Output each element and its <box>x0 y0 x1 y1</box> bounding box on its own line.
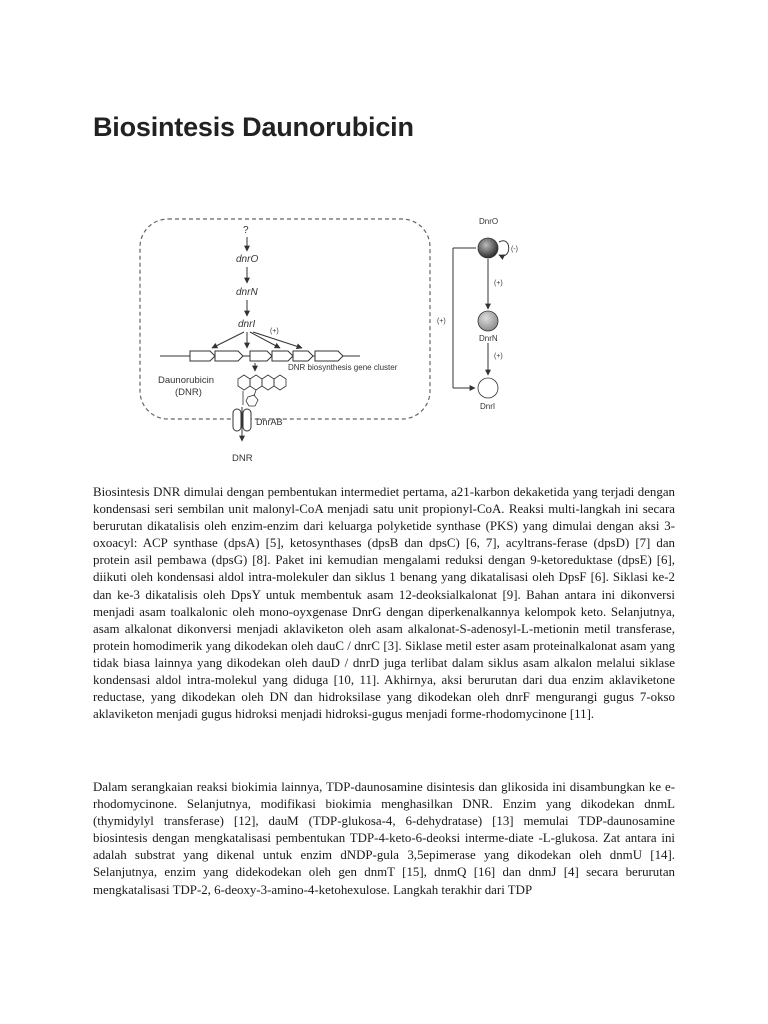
reg-minus-label: (-) <box>511 246 518 253</box>
product-label-abbrev: (DNR) <box>175 387 202 398</box>
reg-dnrI-label: DnrI <box>480 402 496 411</box>
reg-dnrO-label: DnrO <box>479 217 499 226</box>
unknown-signal-label: ? <box>243 225 249 236</box>
gene-dnrN-label: dnrN <box>236 287 258 298</box>
gene-block <box>250 351 272 361</box>
gene-dnrO-label: dnrO <box>236 254 259 265</box>
gene-cluster-label: DNR biosynthesis gene cluster <box>288 363 398 372</box>
product-label: Daunorubicin <box>158 375 214 386</box>
reg-plus-side: (+) <box>437 318 446 325</box>
exported-dnr-label: DNR <box>232 453 253 464</box>
reg-plus-2: (+) <box>494 353 503 360</box>
transporter-label: DnrAB <box>256 417 283 427</box>
gene-block <box>272 351 293 361</box>
fan-arrow-1 <box>212 332 244 348</box>
body-paragraph-1: Biosintesis DNR dimulai dengan pembentukan intermediet pertama, a21-karbon dekaketida yang terjadi dengan kondensasi seri sembilan unit malonyl-CoA menjadi satu unit propionyl-CoA. Reaksi multi-langkah ini secara berurutan dikatalisis oleh enzim-enzim dari keluarga polyketide synthase (PKS) yang dimulai dengan aksi 3-oxoacyl: ACP synthase (dpsA) [5], ketosynthases (dpsB dan dpsC) [6, 7], acyltrans-ferase (dpsD) [7] dan protein asil pembawa (dpsG) [8]. Paket ini kemudian mengalami reduksi dengan 9-ketoreduktase (dpsE) [6], diikuti oleh kondensasi aldol intra-molekuler dan siklus 1 benang yang dikatalisasi oleh DpsF [6]. Siklasi ke-2 dan ke-3 dikatalisis oleh DpsY untuk membentuk asam 12-deoksialkalonat [9]. Bahan antara ini dikonversi menjadi asam toalkalonic oleh mono-oyxgenase DnrG dengan diperkenalkannya kelompok keto. Selanjutnya, asam alkalonat dikonversi menjadi aklaviketon oleh asam alkalonat-S-adenosyl-L-metionin metil transferase, protein homodimerik yang dikodekan oleh dauC / dnrC [3]. Siklase metil ester asam proteinalkalonat asam yang tidak biasa lainnya yang dikodekan oleh dauD / dnrD juga terlibat dalam siklus asam alkalon melalui siklase kondensasi aldol intra-molekul yang diduga [10, 11]. Akhirnya, aksi berurutan dari dua enzim aklaviketone reductase, yang dikodekan oleh DN dan hidroksilase yang dikodekan oleh dnrF mengurangi gugus 7-okso aklaviketon menjadi gugus hidroksi menjadi hidroksi-gugus menjadi forme-rhodomycinone [11]. <box>93 485 675 722</box>
dnrI-protein-icon <box>478 378 498 398</box>
gene-block <box>293 351 313 361</box>
daunorubicin-structure <box>238 375 286 406</box>
body-paragraph-2: Dalam serangkaian reaksi biokimia lainnya, TDP-daunosamine disintesis dan glikosida ini disambungkan ke e-rhodomycinone. Selanjutnya, modifikasi biokimia menghasilkan DNR. Enzim yang dikodekan dnmL (thymidylyl transferase) [12], dauM (TDP-glukosa-4, 6-dehydratase) [13] memulai TDP-daunosamine biosintesis dengan mengkatalisasi pembentukan TDP-4-keto-6-deoksi interme-diate -L-glukosa. Zat antara ini adalah substrat yang dikenal untuk enzim dNDP-gula 3,5epimerase yang dikodekan oleh dnmU [14]. Selanjutnya, enzim yang didekodekan oleh gen dnmT [15], dnmQ [16] dan dnmJ [4] secara berurutan mengkatalisasi TDP-2, 6-deoxy-3-amino-4-ketohexulose. Langkah terakhir dari TDP <box>93 780 675 897</box>
autorepression-arrow <box>499 241 509 256</box>
dnr-regulation-diagram <box>130 215 550 465</box>
transporter-left <box>233 409 241 431</box>
gene-block <box>315 351 343 361</box>
reg-dnrN-label: DnrN <box>479 334 498 343</box>
page-title: Biosintesis Daunorubicin <box>93 112 414 142</box>
gene-dnrI-label: dnrI <box>238 319 256 330</box>
transporter-right <box>243 409 251 431</box>
dnrN-protein-icon <box>478 311 498 331</box>
dnrO-protein-icon <box>478 238 498 258</box>
gene-block <box>190 351 215 361</box>
activation-mark: (+) <box>270 328 279 335</box>
gene-block <box>215 351 243 361</box>
reg-plus-1: (+) <box>494 280 503 287</box>
